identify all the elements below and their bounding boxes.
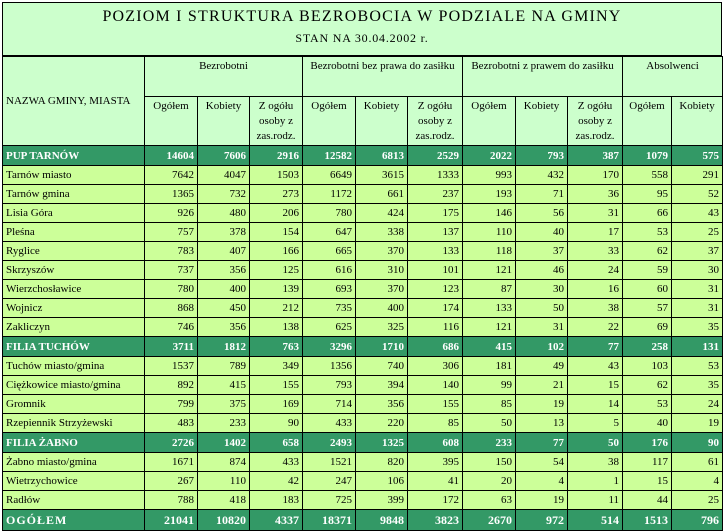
table-row: [3, 472, 723, 491]
row-name-cell: Radłów: [3, 491, 145, 510]
value-cell: 71: [516, 185, 568, 204]
value-cell: 793: [516, 146, 568, 166]
value-cell: 103: [623, 357, 672, 376]
value-cell: 90: [250, 414, 303, 433]
value-cell: 732: [198, 185, 250, 204]
value-cell: 53: [672, 357, 723, 376]
value-cell: 608: [408, 433, 463, 453]
title-box: [3, 3, 721, 56]
value-cell: 370: [356, 242, 408, 261]
value-cell: 43: [672, 204, 723, 223]
value-cell: 69: [623, 318, 672, 337]
value-cell: 181: [463, 357, 516, 376]
value-cell: 780: [303, 204, 356, 223]
value-cell: 793: [303, 376, 356, 395]
value-cell: 306: [408, 357, 463, 376]
value-cell: 106: [356, 472, 408, 491]
value-cell: 783: [145, 242, 198, 261]
table-row: [3, 261, 723, 280]
value-cell: 176: [623, 433, 672, 453]
value-cell: 820: [356, 453, 408, 472]
value-cell: 95: [623, 185, 672, 204]
value-cell: 102: [516, 337, 568, 357]
table-row: [3, 223, 723, 242]
table-row: [3, 166, 723, 185]
table-row: [3, 299, 723, 318]
value-cell: 387: [568, 146, 623, 166]
header-group-absolwenci: Absolwenci: [623, 57, 723, 97]
value-cell: 1325: [356, 433, 408, 453]
value-cell: 24: [672, 395, 723, 414]
row-name-cell: Wietrzychowice: [3, 472, 145, 491]
value-cell: 399: [356, 491, 408, 510]
value-cell: 993: [463, 166, 516, 185]
value-cell: 183: [250, 491, 303, 510]
value-cell: 42: [250, 472, 303, 491]
header-group-row: [3, 57, 723, 97]
value-cell: 291: [672, 166, 723, 185]
value-cell: 19: [516, 491, 568, 510]
table-row: [3, 414, 723, 433]
header-name-column: NAZWA GMINY, MIASTA: [3, 57, 145, 146]
value-cell: 415: [463, 337, 516, 357]
value-cell: 133: [408, 242, 463, 261]
value-cell: 433: [250, 453, 303, 472]
value-cell: 16: [568, 280, 623, 299]
value-cell: 780: [145, 280, 198, 299]
value-cell: 140: [408, 376, 463, 395]
value-cell: 174: [408, 299, 463, 318]
value-cell: 13: [516, 414, 568, 433]
value-cell: 66: [623, 204, 672, 223]
value-cell: 154: [250, 223, 303, 242]
value-cell: 1365: [145, 185, 198, 204]
value-cell: 725: [303, 491, 356, 510]
table-row: [3, 395, 723, 414]
value-cell: 121: [463, 318, 516, 337]
table-body: [3, 146, 723, 531]
header-ogolem: Ogółem: [463, 97, 516, 146]
value-cell: 433: [303, 414, 356, 433]
value-cell: 21041: [145, 510, 198, 531]
value-cell: 233: [463, 433, 516, 453]
table-row: [3, 318, 723, 337]
header-kobiety: Kobiety: [516, 97, 568, 146]
value-cell: 378: [198, 223, 250, 242]
value-cell: 155: [250, 376, 303, 395]
value-cell: 450: [198, 299, 250, 318]
value-cell: 4047: [198, 166, 250, 185]
header-group-z-prawem: Bezrobotni z prawem do zasiłku: [463, 57, 623, 97]
value-cell: 139: [250, 280, 303, 299]
value-cell: 33: [568, 242, 623, 261]
value-cell: 1: [568, 472, 623, 491]
value-cell: 415: [198, 376, 250, 395]
value-cell: 172: [408, 491, 463, 510]
value-cell: 310: [356, 261, 408, 280]
value-cell: 169: [250, 395, 303, 414]
unemployment-table: [2, 56, 723, 531]
table-row: [3, 453, 723, 472]
value-cell: 40: [623, 414, 672, 433]
value-cell: 1812: [198, 337, 250, 357]
value-cell: 155: [408, 395, 463, 414]
value-cell: 21: [516, 376, 568, 395]
row-name-cell: Wierzchosławice: [3, 280, 145, 299]
value-cell: 746: [145, 318, 198, 337]
value-cell: 166: [250, 242, 303, 261]
value-cell: 432: [516, 166, 568, 185]
value-cell: 483: [145, 414, 198, 433]
value-cell: 50: [568, 433, 623, 453]
value-cell: 87: [463, 280, 516, 299]
value-cell: 56: [516, 204, 568, 223]
value-cell: 121: [463, 261, 516, 280]
value-cell: 20: [463, 472, 516, 491]
value-cell: 53: [623, 223, 672, 242]
value-cell: 6813: [356, 146, 408, 166]
value-cell: 356: [198, 318, 250, 337]
value-cell: 38: [568, 453, 623, 472]
value-cell: 258: [623, 337, 672, 357]
value-cell: 146: [463, 204, 516, 223]
header-ogolem: Ogółem: [145, 97, 198, 146]
value-cell: 37: [516, 242, 568, 261]
value-cell: 90: [672, 433, 723, 453]
value-cell: 49: [516, 357, 568, 376]
value-cell: 926: [145, 204, 198, 223]
value-cell: 273: [250, 185, 303, 204]
value-cell: 972: [516, 510, 568, 531]
page-title: POZIOM I STRUKTURA BEZROBOCIA W PODZIALE NA GMINY: [102, 8, 622, 25]
value-cell: 11: [568, 491, 623, 510]
value-cell: 137: [408, 223, 463, 242]
summary-row: [3, 433, 723, 453]
value-cell: 2022: [463, 146, 516, 166]
value-cell: 757: [145, 223, 198, 242]
value-cell: 59: [623, 261, 672, 280]
row-name-cell: Tarnów miasto: [3, 166, 145, 185]
row-name-cell: FILIA TUCHÓW: [3, 337, 145, 357]
value-cell: 40: [516, 223, 568, 242]
value-cell: 125: [250, 261, 303, 280]
row-name-cell: Tarnów gmina: [3, 185, 145, 204]
value-cell: 12582: [303, 146, 356, 166]
value-cell: 133: [463, 299, 516, 318]
row-name-cell: Tuchów miasto/gmina: [3, 357, 145, 376]
value-cell: 22: [568, 318, 623, 337]
value-cell: 35: [672, 318, 723, 337]
value-cell: 54: [516, 453, 568, 472]
value-cell: 14604: [145, 146, 198, 166]
row-name-cell: FILIA ŻABNO: [3, 433, 145, 453]
header-z-ogolu: Z ogółu osoby z zas.rodz.: [568, 97, 623, 146]
value-cell: 117: [623, 453, 672, 472]
value-cell: 38: [568, 299, 623, 318]
value-cell: 131: [672, 337, 723, 357]
value-cell: 118: [463, 242, 516, 261]
value-cell: 2916: [250, 146, 303, 166]
value-cell: 661: [356, 185, 408, 204]
value-cell: 25: [672, 491, 723, 510]
value-cell: 2493: [303, 433, 356, 453]
value-cell: 101: [408, 261, 463, 280]
table-row: [3, 242, 723, 261]
row-name-cell: Zakliczyn: [3, 318, 145, 337]
value-cell: 4: [516, 472, 568, 491]
value-cell: 325: [356, 318, 408, 337]
value-cell: 53: [623, 395, 672, 414]
header-kobiety: Kobiety: [356, 97, 408, 146]
row-name-cell: Wojnicz: [3, 299, 145, 318]
value-cell: 356: [198, 261, 250, 280]
value-cell: 4: [672, 472, 723, 491]
value-cell: 375: [198, 395, 250, 414]
value-cell: 3823: [408, 510, 463, 531]
value-cell: 2726: [145, 433, 198, 453]
value-cell: 50: [516, 299, 568, 318]
value-cell: 220: [356, 414, 408, 433]
value-cell: 1513: [623, 510, 672, 531]
value-cell: 15: [623, 472, 672, 491]
row-name-cell: Gromnik: [3, 395, 145, 414]
value-cell: 647: [303, 223, 356, 242]
value-cell: 19: [516, 395, 568, 414]
value-cell: 14: [568, 395, 623, 414]
table-row: [3, 491, 723, 510]
value-cell: 575: [672, 146, 723, 166]
value-cell: 99: [463, 376, 516, 395]
value-cell: 349: [250, 357, 303, 376]
table-row: [3, 357, 723, 376]
value-cell: 62: [623, 376, 672, 395]
table-row: [3, 204, 723, 223]
row-name-cell: Rzepiennik Strzyżewski: [3, 414, 145, 433]
value-cell: 740: [356, 357, 408, 376]
value-cell: 7606: [198, 146, 250, 166]
value-cell: 480: [198, 204, 250, 223]
value-cell: 789: [198, 357, 250, 376]
value-cell: 37: [672, 242, 723, 261]
value-cell: 1333: [408, 166, 463, 185]
value-cell: 4337: [250, 510, 303, 531]
value-cell: 63: [463, 491, 516, 510]
value-cell: 116: [408, 318, 463, 337]
value-cell: 892: [145, 376, 198, 395]
header-group-bezrobotni: Bezrobotni: [145, 57, 303, 97]
value-cell: 665: [303, 242, 356, 261]
row-name-cell: Skrzyszów: [3, 261, 145, 280]
value-cell: 24: [568, 261, 623, 280]
header-group-bez-prawa: Bezrobotni bez prawa do zasiłku: [303, 57, 463, 97]
value-cell: 43: [568, 357, 623, 376]
value-cell: 658: [250, 433, 303, 453]
value-cell: 370: [356, 280, 408, 299]
value-cell: 212: [250, 299, 303, 318]
header-kobiety: Kobiety: [672, 97, 723, 146]
table-row: [3, 185, 723, 204]
value-cell: 788: [145, 491, 198, 510]
row-name-cell: Lisia Góra: [3, 204, 145, 223]
value-cell: 338: [356, 223, 408, 242]
row-name-cell: Żabno miasto/gmina: [3, 453, 145, 472]
value-cell: 18371: [303, 510, 356, 531]
value-cell: 714: [303, 395, 356, 414]
row-name-cell: PUP TARNÓW: [3, 146, 145, 166]
value-cell: 41: [408, 472, 463, 491]
value-cell: 237: [408, 185, 463, 204]
value-cell: 5: [568, 414, 623, 433]
value-cell: 85: [463, 395, 516, 414]
value-cell: 31: [516, 318, 568, 337]
value-cell: 407: [198, 242, 250, 261]
value-cell: 31: [672, 280, 723, 299]
value-cell: 31: [568, 204, 623, 223]
value-cell: 175: [408, 204, 463, 223]
value-cell: 1537: [145, 357, 198, 376]
value-cell: 868: [145, 299, 198, 318]
value-cell: 2529: [408, 146, 463, 166]
value-cell: 19: [672, 414, 723, 433]
value-cell: 85: [408, 414, 463, 433]
value-cell: 1079: [623, 146, 672, 166]
value-cell: 394: [356, 376, 408, 395]
value-cell: 400: [198, 280, 250, 299]
row-name-cell: OGÓŁEM: [3, 510, 145, 531]
value-cell: 514: [568, 510, 623, 531]
header-z-ogolu: Z ogółu osoby z zas.rodz.: [408, 97, 463, 146]
value-cell: 31: [672, 299, 723, 318]
value-cell: 616: [303, 261, 356, 280]
page-subtitle: STAN NA 30.04.2002 r.: [295, 31, 429, 45]
value-cell: 737: [145, 261, 198, 280]
value-cell: 3615: [356, 166, 408, 185]
value-cell: 247: [303, 472, 356, 491]
value-cell: 418: [198, 491, 250, 510]
value-cell: 763: [250, 337, 303, 357]
table-row: [3, 280, 723, 299]
value-cell: 400: [356, 299, 408, 318]
row-name-cell: Ciężkowice miasto/gmina: [3, 376, 145, 395]
value-cell: 35: [672, 376, 723, 395]
value-cell: 123: [408, 280, 463, 299]
value-cell: 1402: [198, 433, 250, 453]
value-cell: 558: [623, 166, 672, 185]
value-cell: 686: [408, 337, 463, 357]
value-cell: 110: [198, 472, 250, 491]
value-cell: 57: [623, 299, 672, 318]
value-cell: 30: [672, 261, 723, 280]
value-cell: 25: [672, 223, 723, 242]
header-ogolem: Ogółem: [303, 97, 356, 146]
value-cell: 52: [672, 185, 723, 204]
value-cell: 62: [623, 242, 672, 261]
summary-row: [3, 337, 723, 357]
table-row: [3, 376, 723, 395]
value-cell: 395: [408, 453, 463, 472]
value-cell: 9848: [356, 510, 408, 531]
value-cell: 170: [568, 166, 623, 185]
value-cell: 1710: [356, 337, 408, 357]
value-cell: 77: [516, 433, 568, 453]
value-cell: 206: [250, 204, 303, 223]
total-row: [3, 510, 723, 531]
row-name-cell: Pleśna: [3, 223, 145, 242]
value-cell: 267: [145, 472, 198, 491]
value-cell: 1503: [250, 166, 303, 185]
value-cell: 60: [623, 280, 672, 299]
value-cell: 874: [198, 453, 250, 472]
value-cell: 3711: [145, 337, 198, 357]
value-cell: 1521: [303, 453, 356, 472]
value-cell: 30: [516, 280, 568, 299]
value-cell: 693: [303, 280, 356, 299]
value-cell: 193: [463, 185, 516, 204]
header-z-ogolu: Z ogółu osoby z zas.rodz.: [250, 97, 303, 146]
summary-row: [3, 146, 723, 166]
value-cell: 7642: [145, 166, 198, 185]
value-cell: 1172: [303, 185, 356, 204]
value-cell: 2670: [463, 510, 516, 531]
value-cell: 625: [303, 318, 356, 337]
value-cell: 233: [198, 414, 250, 433]
value-cell: 3296: [303, 337, 356, 357]
value-cell: 1671: [145, 453, 198, 472]
value-cell: 44: [623, 491, 672, 510]
value-cell: 138: [250, 318, 303, 337]
value-cell: 50: [463, 414, 516, 433]
value-cell: 61: [672, 453, 723, 472]
value-cell: 36: [568, 185, 623, 204]
value-cell: 17: [568, 223, 623, 242]
spreadsheet: [2, 2, 722, 527]
value-cell: 1356: [303, 357, 356, 376]
value-cell: 796: [672, 510, 723, 531]
value-cell: 15: [568, 376, 623, 395]
value-cell: 6649: [303, 166, 356, 185]
value-cell: 150: [463, 453, 516, 472]
value-cell: 110: [463, 223, 516, 242]
value-cell: 77: [568, 337, 623, 357]
value-cell: 424: [356, 204, 408, 223]
value-cell: 799: [145, 395, 198, 414]
value-cell: 356: [356, 395, 408, 414]
header-ogolem: Ogółem: [623, 97, 672, 146]
value-cell: 10820: [198, 510, 250, 531]
value-cell: 46: [516, 261, 568, 280]
row-name-cell: Ryglice: [3, 242, 145, 261]
value-cell: 735: [303, 299, 356, 318]
header-kobiety: Kobiety: [198, 97, 250, 146]
